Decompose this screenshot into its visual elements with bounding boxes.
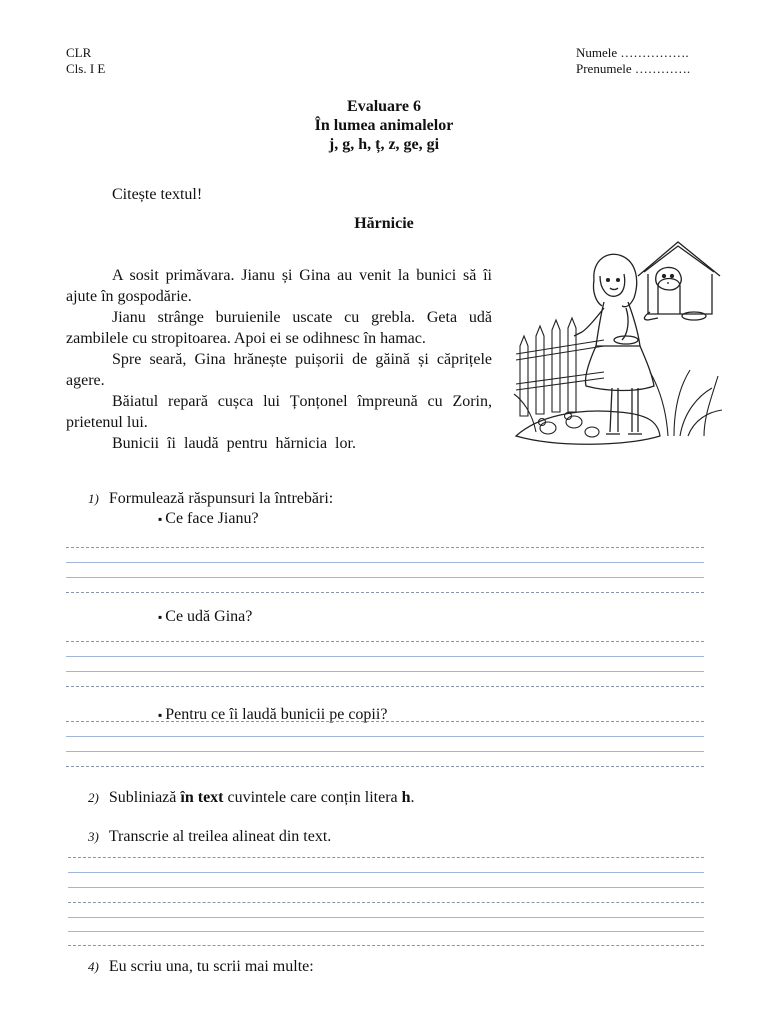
story-paragraph-2: Jianu strânge buruienile uscate cu grebla. Geta udă zambilele cu stropitoarea. Apoi ei se odihnesc în hamac. [66,309,492,347]
task-3-number: 3) [88,829,99,844]
story-paragraph-5: Bunicii îi laudă pentru hărnicia lor. [112,435,356,452]
name-field-label: Numele ……………. [576,45,689,60]
task-3-text: Transcrie al treilea alineat din text. [108,828,332,845]
task-4-text: Eu scriu una, tu scrii mai multe: [108,958,314,975]
task-4-number: 4) [88,959,99,974]
school-label: CLR [66,45,92,60]
task-2-letter: h [401,789,411,806]
task-2-text-bold: în text [180,789,224,806]
instruction-read: Citește textul! [112,186,203,203]
task-2-number: 2) [88,790,99,805]
story-title: Hărnicie [354,215,414,232]
task-1-text: Formulează răspunsuri la întrebări: [108,490,334,507]
task-3-heading [88,826,331,847]
task-2-text-post: . [410,789,415,806]
task-1-heading [88,488,333,509]
evaluation-title: Evaluare 6 [347,98,421,115]
task-2-heading [88,787,415,808]
task-1-number: 1) [88,491,99,506]
task-2-text-pre: Subliniază [108,789,181,806]
girl-feeding-chicks-illustration [508,236,730,454]
story-paragraph-4: Băiatul repară cușca lui Țonțonel împreună cu Zorin, prietenul lui. [66,393,492,431]
question-3: ▪ Pentru ce îi laudă bunicii pe copii? [158,704,387,726]
question-2: ▪ Ce udă Gina? [158,606,252,628]
task-2-text-mid: cuvintele care conțin litera [223,789,402,806]
story-paragraph-1: A sosit primăvara. Jianu și Gina au venit la bunici să îi ajute în gospodărie. [66,267,492,305]
evaluation-letters: j, g, h, ț, z, ge, gi [328,136,440,153]
evaluation-subtitle: În lumea animalelor [314,117,454,134]
story-text [66,265,492,454]
question-1: ▪ Ce face Jianu? [158,508,259,530]
story-paragraph-3: Spre seară, Gina hrănește puișorii de găină și căprițele agere. [66,351,492,389]
class-label: Cls. I E [66,61,106,76]
surname-field-label: Prenumele …………. [576,61,691,76]
task-4-heading [88,956,314,977]
